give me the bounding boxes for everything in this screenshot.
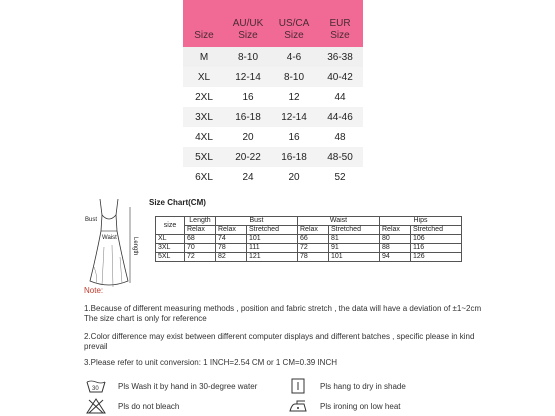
table-row	[156, 235, 462, 244]
table-cell: 94	[380, 253, 411, 262]
dress-illustration	[82, 197, 142, 292]
table-cell: 20-22	[225, 147, 271, 167]
header-us-ca-line1: US/CA	[278, 18, 310, 29]
header-au-uk-line2: Size	[238, 30, 258, 41]
header-us-ca-line2: Size	[284, 30, 304, 41]
care-no-bleach-label: Pls do not bleach	[118, 401, 180, 411]
table-cell: 4-6	[271, 47, 317, 67]
table-cell: 91	[329, 244, 380, 253]
care-hang-dry-label: Pls hang to dry in shade	[320, 381, 406, 391]
table-cell: 101	[247, 235, 298, 244]
table-cell: 78	[298, 253, 329, 262]
table-cell: M	[183, 47, 225, 67]
table-cell: 48-50	[317, 147, 363, 167]
subheader-cell: Relax	[298, 226, 329, 235]
note-2-line-1: 2.Color difference may exist between different computer displays and different batches , specific please in kind	[84, 332, 475, 341]
table-cell: 72	[298, 244, 329, 253]
table-cell: 5XL	[156, 253, 185, 262]
table-cell: 16-18	[271, 147, 317, 167]
size-chart-title: Size Chart(CM)	[149, 198, 206, 207]
table-cell: 16	[271, 127, 317, 147]
note-1-line-1: 1.Because of different measuring methods , position and fabric stretch , the data will have a deviation of ±1~2cm	[84, 304, 482, 313]
header-eur-line1: EUR	[329, 18, 351, 29]
header-au-uk-line1: AU/UK	[232, 18, 264, 29]
care-iron-low	[288, 398, 401, 414]
table-cell: 44-46	[317, 107, 363, 127]
table-cell: 12	[271, 87, 317, 107]
subheader-cell: Stretched	[329, 226, 380, 235]
subheader-cell: Relax	[185, 226, 216, 235]
table-cell: 121	[247, 253, 298, 262]
hand-wash-icon	[86, 378, 106, 394]
care-hand-wash	[86, 378, 257, 394]
table-row	[183, 167, 363, 187]
table-cell: 66	[298, 235, 329, 244]
note-title: Note:	[84, 286, 104, 295]
table-cell: 81	[329, 235, 380, 244]
table-cell: 78	[216, 244, 247, 253]
table-cell: 3XL	[183, 107, 225, 127]
table-cell: 116	[411, 244, 462, 253]
header-size-label: Size	[194, 30, 214, 41]
care-no-bleach	[86, 398, 179, 414]
header-eur-line2: Size	[330, 30, 350, 41]
size-header-cell: size	[156, 217, 185, 235]
group-waist: Waist	[298, 217, 380, 226]
table-cell: 12-14	[225, 67, 271, 87]
table-row	[183, 47, 363, 67]
table-cell: 16-18	[225, 107, 271, 127]
table-cell: 5XL	[183, 147, 225, 167]
table-cell: 3XL	[156, 244, 185, 253]
note-1-line-2: The size chart is only for reference	[84, 314, 207, 323]
table-cell: 16	[225, 87, 271, 107]
table-row	[156, 217, 462, 226]
table-cell: 36-38	[317, 47, 363, 67]
table-cell: 44	[317, 87, 363, 107]
subheader-cell: Stretched	[247, 226, 298, 235]
table-cell: 106	[411, 235, 462, 244]
table-cell: 70	[185, 244, 216, 253]
header-au-uk	[225, 0, 271, 47]
table-cell: 101	[329, 253, 380, 262]
table-row	[156, 244, 462, 253]
table-cell: 4XL	[183, 127, 225, 147]
group-bust: Bust	[216, 217, 298, 226]
table-cell: 80	[380, 235, 411, 244]
table-cell: 68	[185, 235, 216, 244]
table-row	[156, 253, 462, 262]
size-conversion-table	[183, 0, 363, 187]
table-cell: 6XL	[183, 167, 225, 187]
table-cell: 2XL	[183, 87, 225, 107]
subheader-cell: Relax	[216, 226, 247, 235]
table-cell: 12-14	[271, 107, 317, 127]
table-cell: 20	[225, 127, 271, 147]
table-cell: 72	[185, 253, 216, 262]
table-cell: 20	[271, 167, 317, 187]
hang-dry-icon	[288, 378, 308, 394]
iron-icon	[288, 398, 308, 414]
table-cell: 8-10	[225, 47, 271, 67]
table-cell: 111	[247, 244, 298, 253]
table-cell: 8-10	[271, 67, 317, 87]
no-bleach-icon	[86, 398, 106, 414]
table-cell: 40-42	[317, 67, 363, 87]
table-row	[183, 127, 363, 147]
table-cell: 74	[216, 235, 247, 244]
care-iron-low-label: Pls ironing on low heat	[320, 401, 401, 411]
table-row	[183, 87, 363, 107]
table-row	[156, 226, 462, 235]
size-chart-cm-table	[155, 216, 462, 262]
note-2	[84, 332, 524, 352]
header-size	[183, 0, 225, 47]
table-row	[183, 147, 363, 167]
table-row	[183, 67, 363, 87]
table-row	[183, 107, 363, 127]
table-cell: 48	[317, 127, 363, 147]
dress-bust-label: Bust	[85, 217, 98, 223]
subheader-cell: Stretched	[411, 226, 462, 235]
table-cell: 24	[225, 167, 271, 187]
header-eur	[317, 0, 363, 47]
table-cell: 52	[317, 167, 363, 187]
group-hips: Hips	[380, 217, 462, 226]
header-us-ca	[271, 0, 317, 47]
care-hand-wash-label: Pls Wash it by hand in 30-degree water	[118, 381, 258, 391]
table-cell: 82	[216, 253, 247, 262]
table-cell: 88	[380, 244, 411, 253]
conversion-header-row	[183, 0, 363, 47]
table-cell: XL	[156, 235, 185, 244]
group-length: Length	[185, 217, 216, 226]
note-1	[84, 304, 524, 324]
wash-temperature: 30	[92, 386, 99, 392]
table-cell: 126	[411, 253, 462, 262]
dress-length-label: Length	[132, 237, 138, 256]
note-3: 3.Please refer to unit conversion: 1 INCH=2.54 CM or 1 CM=0.39 INCH	[84, 358, 337, 367]
dress-waist-label: Waist	[102, 235, 117, 241]
subheader-cell: Relax	[380, 226, 411, 235]
table-cell: XL	[183, 67, 225, 87]
care-hang-dry	[288, 378, 406, 394]
note-2-line-2: prevail	[84, 342, 108, 351]
